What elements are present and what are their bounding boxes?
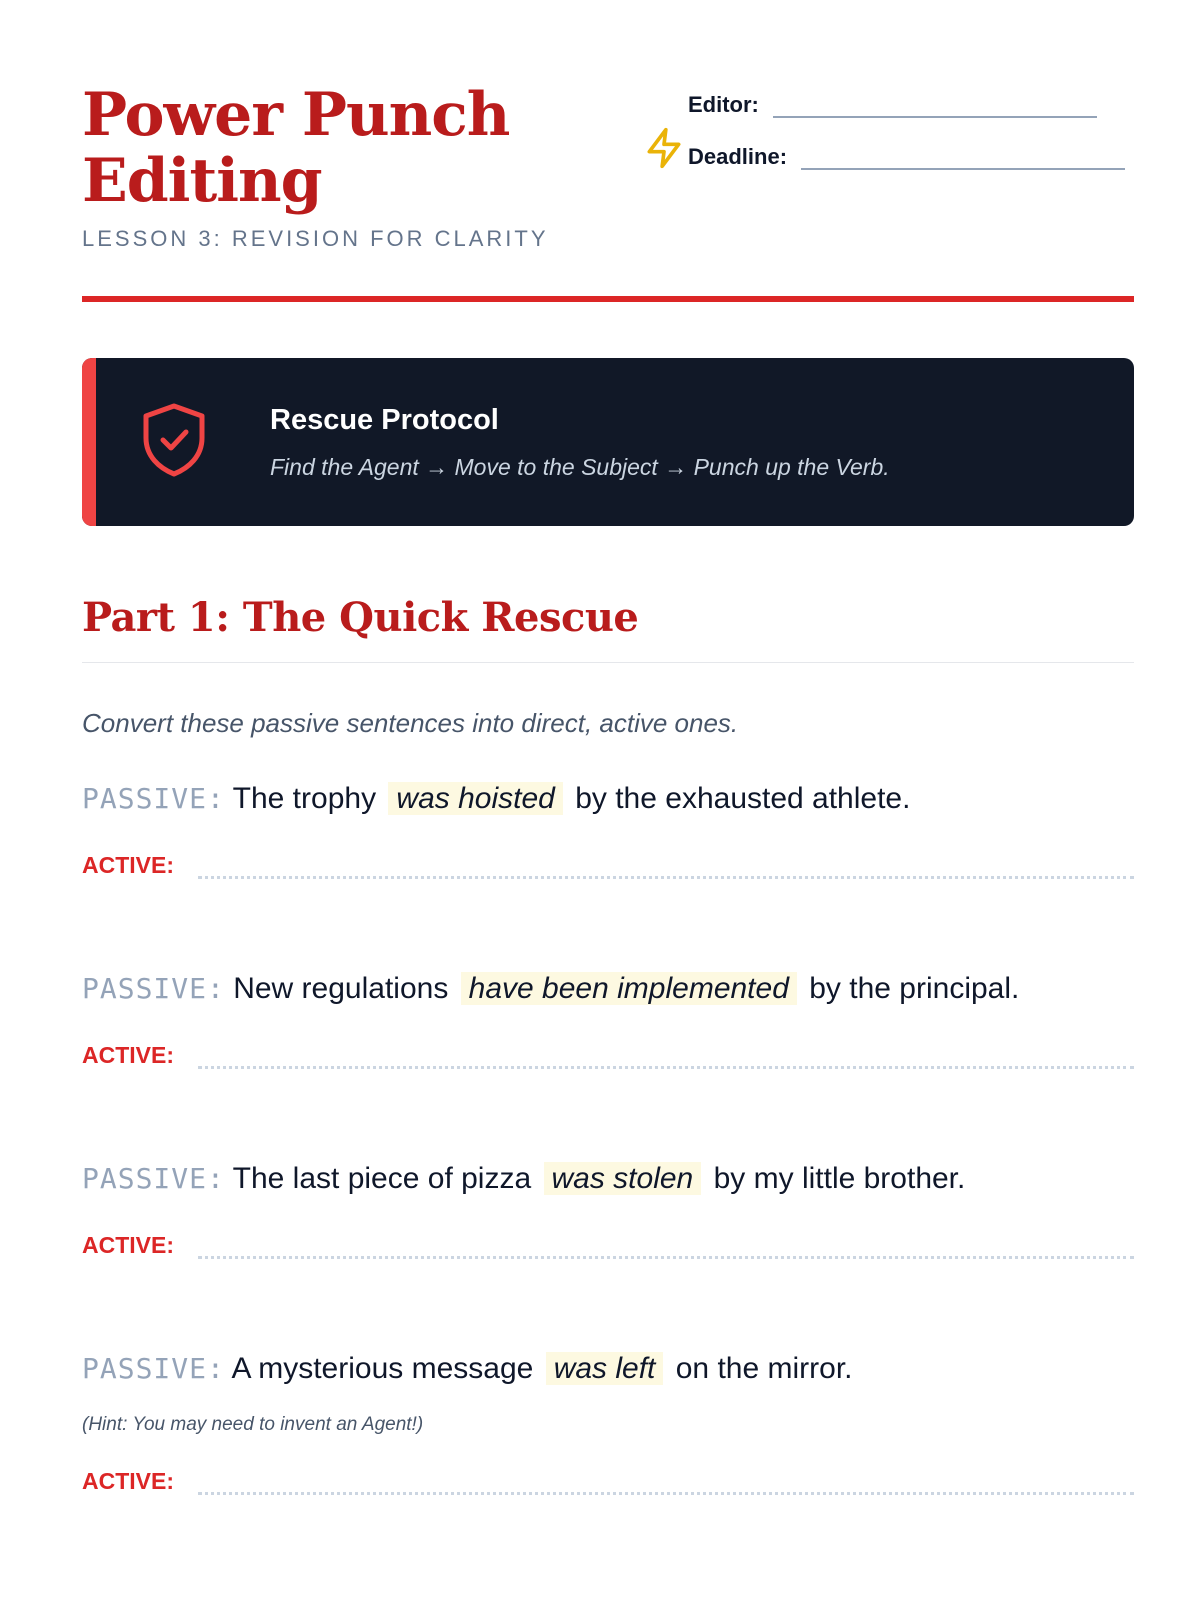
passive-sentence bbox=[82, 972, 1134, 1006]
editor-meta bbox=[642, 80, 1134, 180]
active-answer-row bbox=[82, 1226, 1134, 1259]
deadline-label: Deadline: bbox=[688, 144, 788, 169]
hint-text: (Hint: You may need to invent an Agent!) bbox=[82, 1414, 424, 1435]
passive-verb: have been implemented bbox=[461, 972, 797, 1005]
active-answer-line[interactable] bbox=[198, 846, 1134, 879]
exercise-item bbox=[82, 782, 1134, 878]
active-answer-line[interactable] bbox=[198, 1036, 1134, 1069]
editor-input-line[interactable] bbox=[773, 88, 1097, 118]
sentence-end: by the principal. bbox=[809, 972, 1020, 1005]
passive-label: PASSIVE: bbox=[82, 1352, 225, 1385]
active-label: ACTIVE: bbox=[82, 1232, 174, 1258]
passive-label: PASSIVE: bbox=[82, 1162, 225, 1195]
rescue-protocol-box bbox=[82, 358, 1134, 526]
passive-label: PASSIVE: bbox=[82, 782, 225, 815]
sentence-end: by my little brother. bbox=[713, 1162, 966, 1195]
passive-verb: was stolen bbox=[544, 1162, 702, 1195]
exercise-item bbox=[82, 972, 1134, 1068]
deadline-input-line[interactable] bbox=[801, 140, 1125, 170]
lightning-bolt-icon bbox=[642, 126, 686, 170]
part-1-instructions: Convert these passive sentences into direct, active ones. bbox=[82, 708, 739, 738]
worksheet-page bbox=[82, 0, 1134, 1600]
exercise-item bbox=[82, 1352, 1134, 1494]
lesson-subtitle: LESSON 3: REVISION FOR CLARITY bbox=[82, 226, 549, 251]
sentence-start: The last piece of pizza bbox=[232, 1162, 532, 1195]
header-divider bbox=[82, 296, 1134, 302]
active-answer-line[interactable] bbox=[198, 1462, 1134, 1495]
sentence-start: New regulations bbox=[233, 972, 449, 1005]
sentence-start: A mysterious message bbox=[231, 1352, 534, 1385]
active-answer-row bbox=[82, 846, 1134, 879]
sentence-end: on the mirror. bbox=[675, 1352, 853, 1385]
passive-verb: was hoisted bbox=[388, 782, 562, 815]
protocol-accent-bar bbox=[82, 358, 96, 526]
active-answer-row bbox=[82, 1036, 1134, 1069]
active-label: ACTIVE: bbox=[82, 852, 174, 878]
editor-label: Editor: bbox=[688, 92, 759, 117]
passive-sentence bbox=[82, 1352, 1134, 1386]
active-label: ACTIVE: bbox=[82, 1468, 174, 1494]
sentence-start: The trophy bbox=[232, 782, 377, 815]
sentence-end: by the exhausted athlete. bbox=[575, 782, 911, 815]
active-answer-row bbox=[82, 1462, 1134, 1495]
active-answer-line[interactable] bbox=[198, 1226, 1134, 1259]
editor-field bbox=[688, 88, 1097, 118]
protocol-steps: Find the Agent → Move to the Subject → Punch up the Verb. bbox=[270, 454, 890, 480]
protocol-title: Rescue Protocol bbox=[270, 404, 499, 436]
passive-verb: was left bbox=[546, 1352, 664, 1385]
part-1-title: Part 1: The Quick Rescue bbox=[82, 594, 639, 641]
shield-check-icon bbox=[142, 402, 206, 478]
part-1-divider bbox=[82, 662, 1134, 663]
active-label: ACTIVE: bbox=[82, 1042, 174, 1068]
worksheet-title: Power Punch Editing bbox=[82, 80, 510, 216]
deadline-field bbox=[688, 140, 1125, 170]
passive-label: PASSIVE: bbox=[82, 972, 225, 1005]
passive-sentence bbox=[82, 782, 1134, 816]
passive-sentence bbox=[82, 1162, 1134, 1196]
exercise-item bbox=[82, 1162, 1134, 1258]
